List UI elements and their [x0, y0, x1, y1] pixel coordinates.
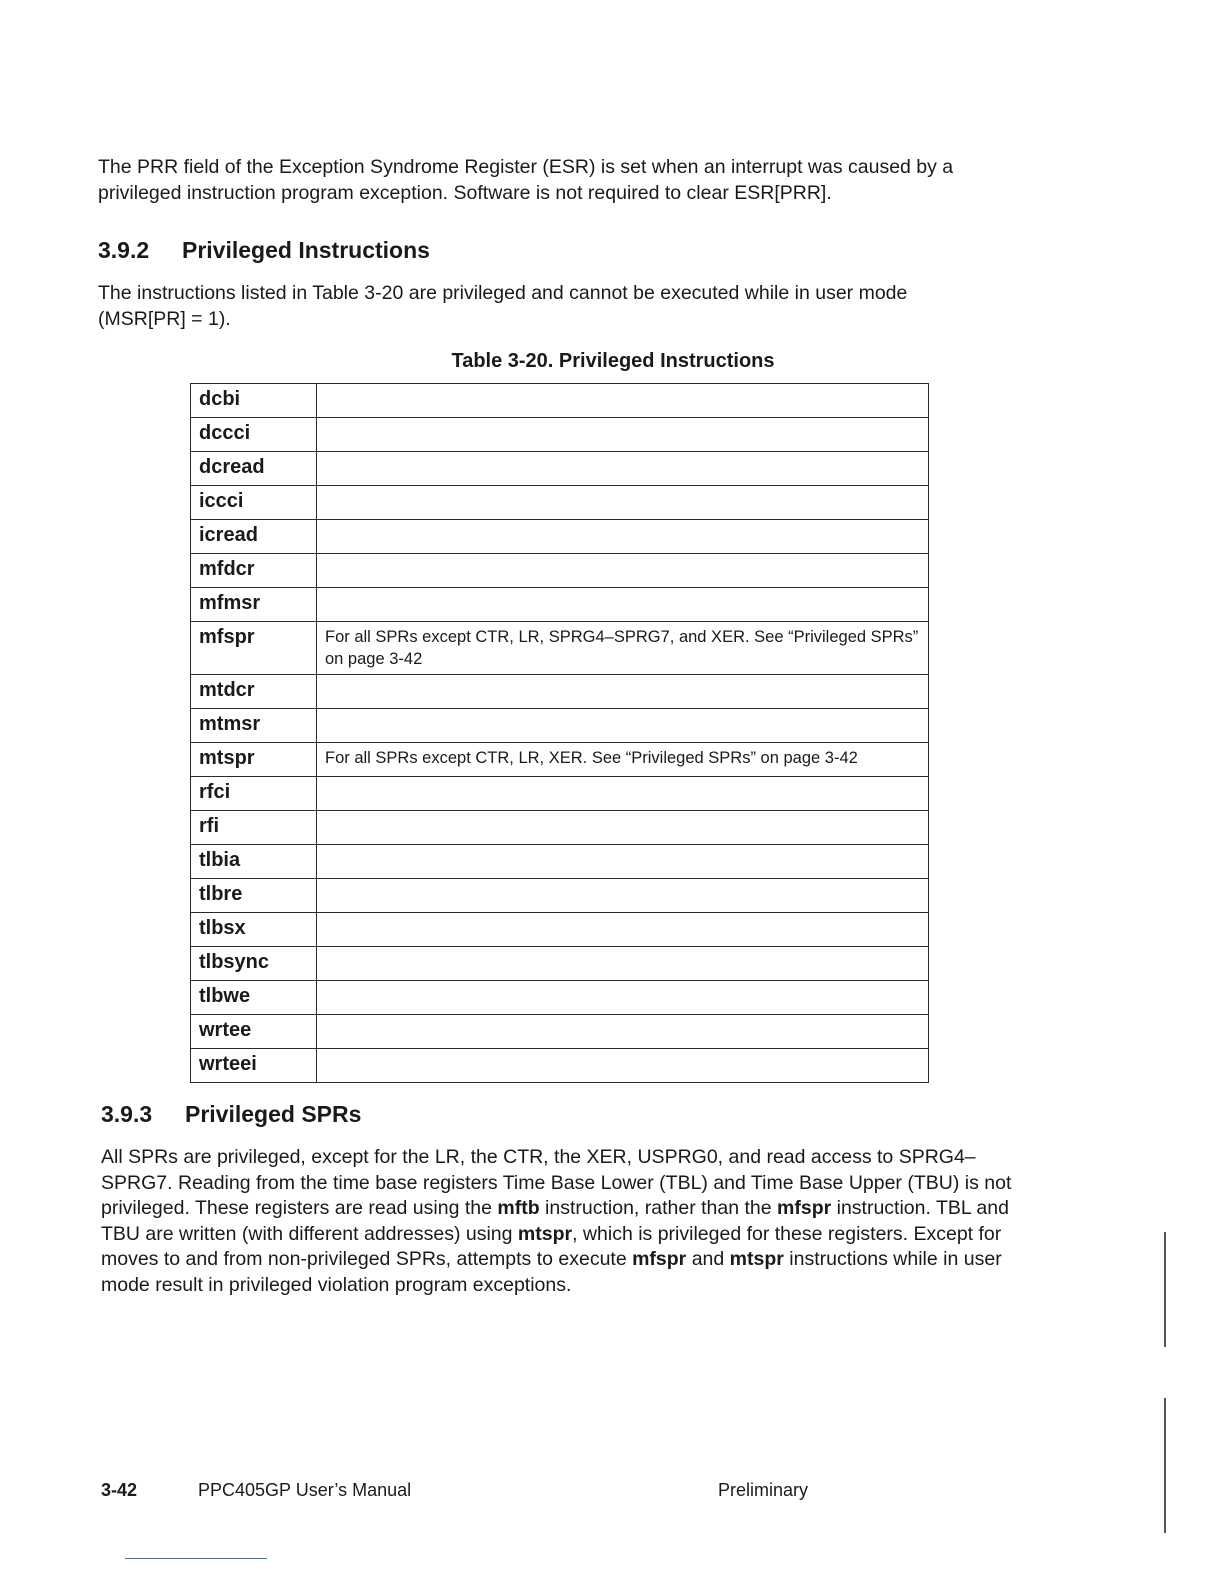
- instruction-cell: wrtee: [191, 1015, 317, 1049]
- table-row: [191, 520, 929, 554]
- table-row: [191, 845, 929, 879]
- description-cell: [317, 845, 929, 879]
- description-cell: [317, 947, 929, 981]
- table-row: [191, 743, 929, 777]
- table-row: [191, 777, 929, 811]
- instruction-cell: mfdcr: [191, 554, 317, 588]
- table-row: [191, 811, 929, 845]
- table-row: [191, 709, 929, 743]
- description-cell: [317, 879, 929, 913]
- text-run: instructions while in user mode result in privileged violation program exceptions.: [101, 1248, 1002, 1296]
- margin-rule: [1164, 1398, 1166, 1533]
- section-title: Privileged Instructions: [182, 237, 430, 263]
- description-cell: [317, 588, 929, 622]
- instruction-cell: mtspr: [191, 743, 317, 777]
- instruction-cell: tlbre: [191, 879, 317, 913]
- section-heading-3-9-2: [98, 237, 430, 264]
- bottom-rule: [125, 1558, 267, 1559]
- instruction-mfspr: mfspr: [632, 1248, 687, 1270]
- text-run: instruction, rather than the: [539, 1197, 778, 1219]
- instruction-cell: iccci: [191, 486, 317, 520]
- text-run: and: [686, 1248, 730, 1270]
- table-row: [191, 1049, 929, 1083]
- table-row: [191, 947, 929, 981]
- instruction-cell: tlbsync: [191, 947, 317, 981]
- footer-manual-title: PPC405GP User’s Manual: [198, 1480, 412, 1500]
- table-row: [191, 1015, 929, 1049]
- margin-rule: [1164, 1232, 1166, 1347]
- footer-page-number: 3-42: [101, 1480, 138, 1500]
- instruction-cell: dcbi: [191, 384, 317, 418]
- table-row: [191, 452, 929, 486]
- description-cell: [317, 1049, 929, 1083]
- instruction-cell: icread: [191, 520, 317, 554]
- instruction-cell: tlbwe: [191, 981, 317, 1015]
- footer-status: Preliminary: [718, 1480, 809, 1500]
- description-cell: [317, 1015, 929, 1049]
- text-run: , which is privileged for these registers. Except for moves to and from non-privileged SPRs, attempts to execute: [101, 1222, 1002, 1270]
- description-cell: [317, 811, 929, 845]
- section-heading-3-9-3: [101, 1101, 361, 1128]
- table-row: [191, 554, 929, 588]
- section-3-9-2-paragraph: The instructions listed in Table 3-20 are privileged and cannot be executed while in user mode (MSR[PR] = 1).: [98, 282, 908, 330]
- instruction-cell: dcread: [191, 452, 317, 486]
- instruction-mftb: mftb: [497, 1197, 540, 1219]
- table-row: [191, 981, 929, 1015]
- instruction-cell: rfci: [191, 777, 317, 811]
- table-row: [191, 384, 929, 418]
- section-number: 3.9.2: [98, 237, 150, 263]
- instruction-cell: wrteei: [191, 1049, 317, 1083]
- table-row: [191, 622, 929, 675]
- description-cell: [317, 777, 929, 811]
- description-cell: [317, 486, 929, 520]
- instruction-cell: mfmsr: [191, 588, 317, 622]
- section-number: 3.9.3: [101, 1101, 153, 1127]
- description-cell: For all SPRs except CTR, LR, SPRG4–SPRG7, and XER. See “Privileged SPRs” on page 3-42: [317, 622, 929, 675]
- instruction-mtspr: mtspr: [729, 1248, 784, 1270]
- section-3-9-3-paragraph: [101, 1145, 1026, 1298]
- instruction-mtspr: mtspr: [517, 1222, 573, 1245]
- description-cell: [317, 981, 929, 1015]
- description-cell: [317, 520, 929, 554]
- description-cell: [317, 384, 929, 418]
- instruction-cell: mtdcr: [191, 675, 317, 709]
- section-title: Privileged SPRs: [185, 1101, 362, 1127]
- text-run: All SPRs are privileged, except for the LR, the CTR, the XER, USPRG0, and read access to SPRG4–SPRG7. Reading from the time base registers Time Base Lower (TBL) and Time Base Upper (TBU) is not privileged. These registers are read using the: [101, 1146, 1012, 1219]
- table-row: [191, 879, 929, 913]
- table-row: [191, 913, 929, 947]
- instruction-cell: rfi: [191, 811, 317, 845]
- instruction-cell: dccci: [191, 418, 317, 452]
- intro-paragraph: The PRR field of the Exception Syndrome Register (ESR) is set when an interrupt was caused by a privileged instruction program exception. Software is not required to clear ESR[PRR].: [98, 156, 954, 204]
- instruction-cell: tlbia: [191, 845, 317, 879]
- description-cell: [317, 913, 929, 947]
- table-row: [191, 675, 929, 709]
- instruction-cell: tlbsx: [191, 913, 317, 947]
- table-row: [191, 486, 929, 520]
- description-cell: [317, 452, 929, 486]
- instruction-cell: mfspr: [191, 622, 317, 675]
- description-cell: For all SPRs except CTR, LR, XER. See “Privileged SPRs” on page 3-42: [317, 743, 929, 777]
- table-row: [191, 418, 929, 452]
- table-caption: Table 3-20. Privileged Instructions: [451, 350, 775, 372]
- description-cell: [317, 709, 929, 743]
- instruction-cell: mtmsr: [191, 709, 317, 743]
- description-cell: [317, 554, 929, 588]
- table-row: [191, 588, 929, 622]
- instruction-mfspr: mfspr: [777, 1197, 832, 1219]
- privileged-instructions-table: [190, 383, 929, 1083]
- description-cell: [317, 418, 929, 452]
- description-cell: [317, 675, 929, 709]
- text-run: instruction. TBL and TBU are written (with different addresses) using: [101, 1197, 1009, 1245]
- table-body: [191, 384, 929, 1083]
